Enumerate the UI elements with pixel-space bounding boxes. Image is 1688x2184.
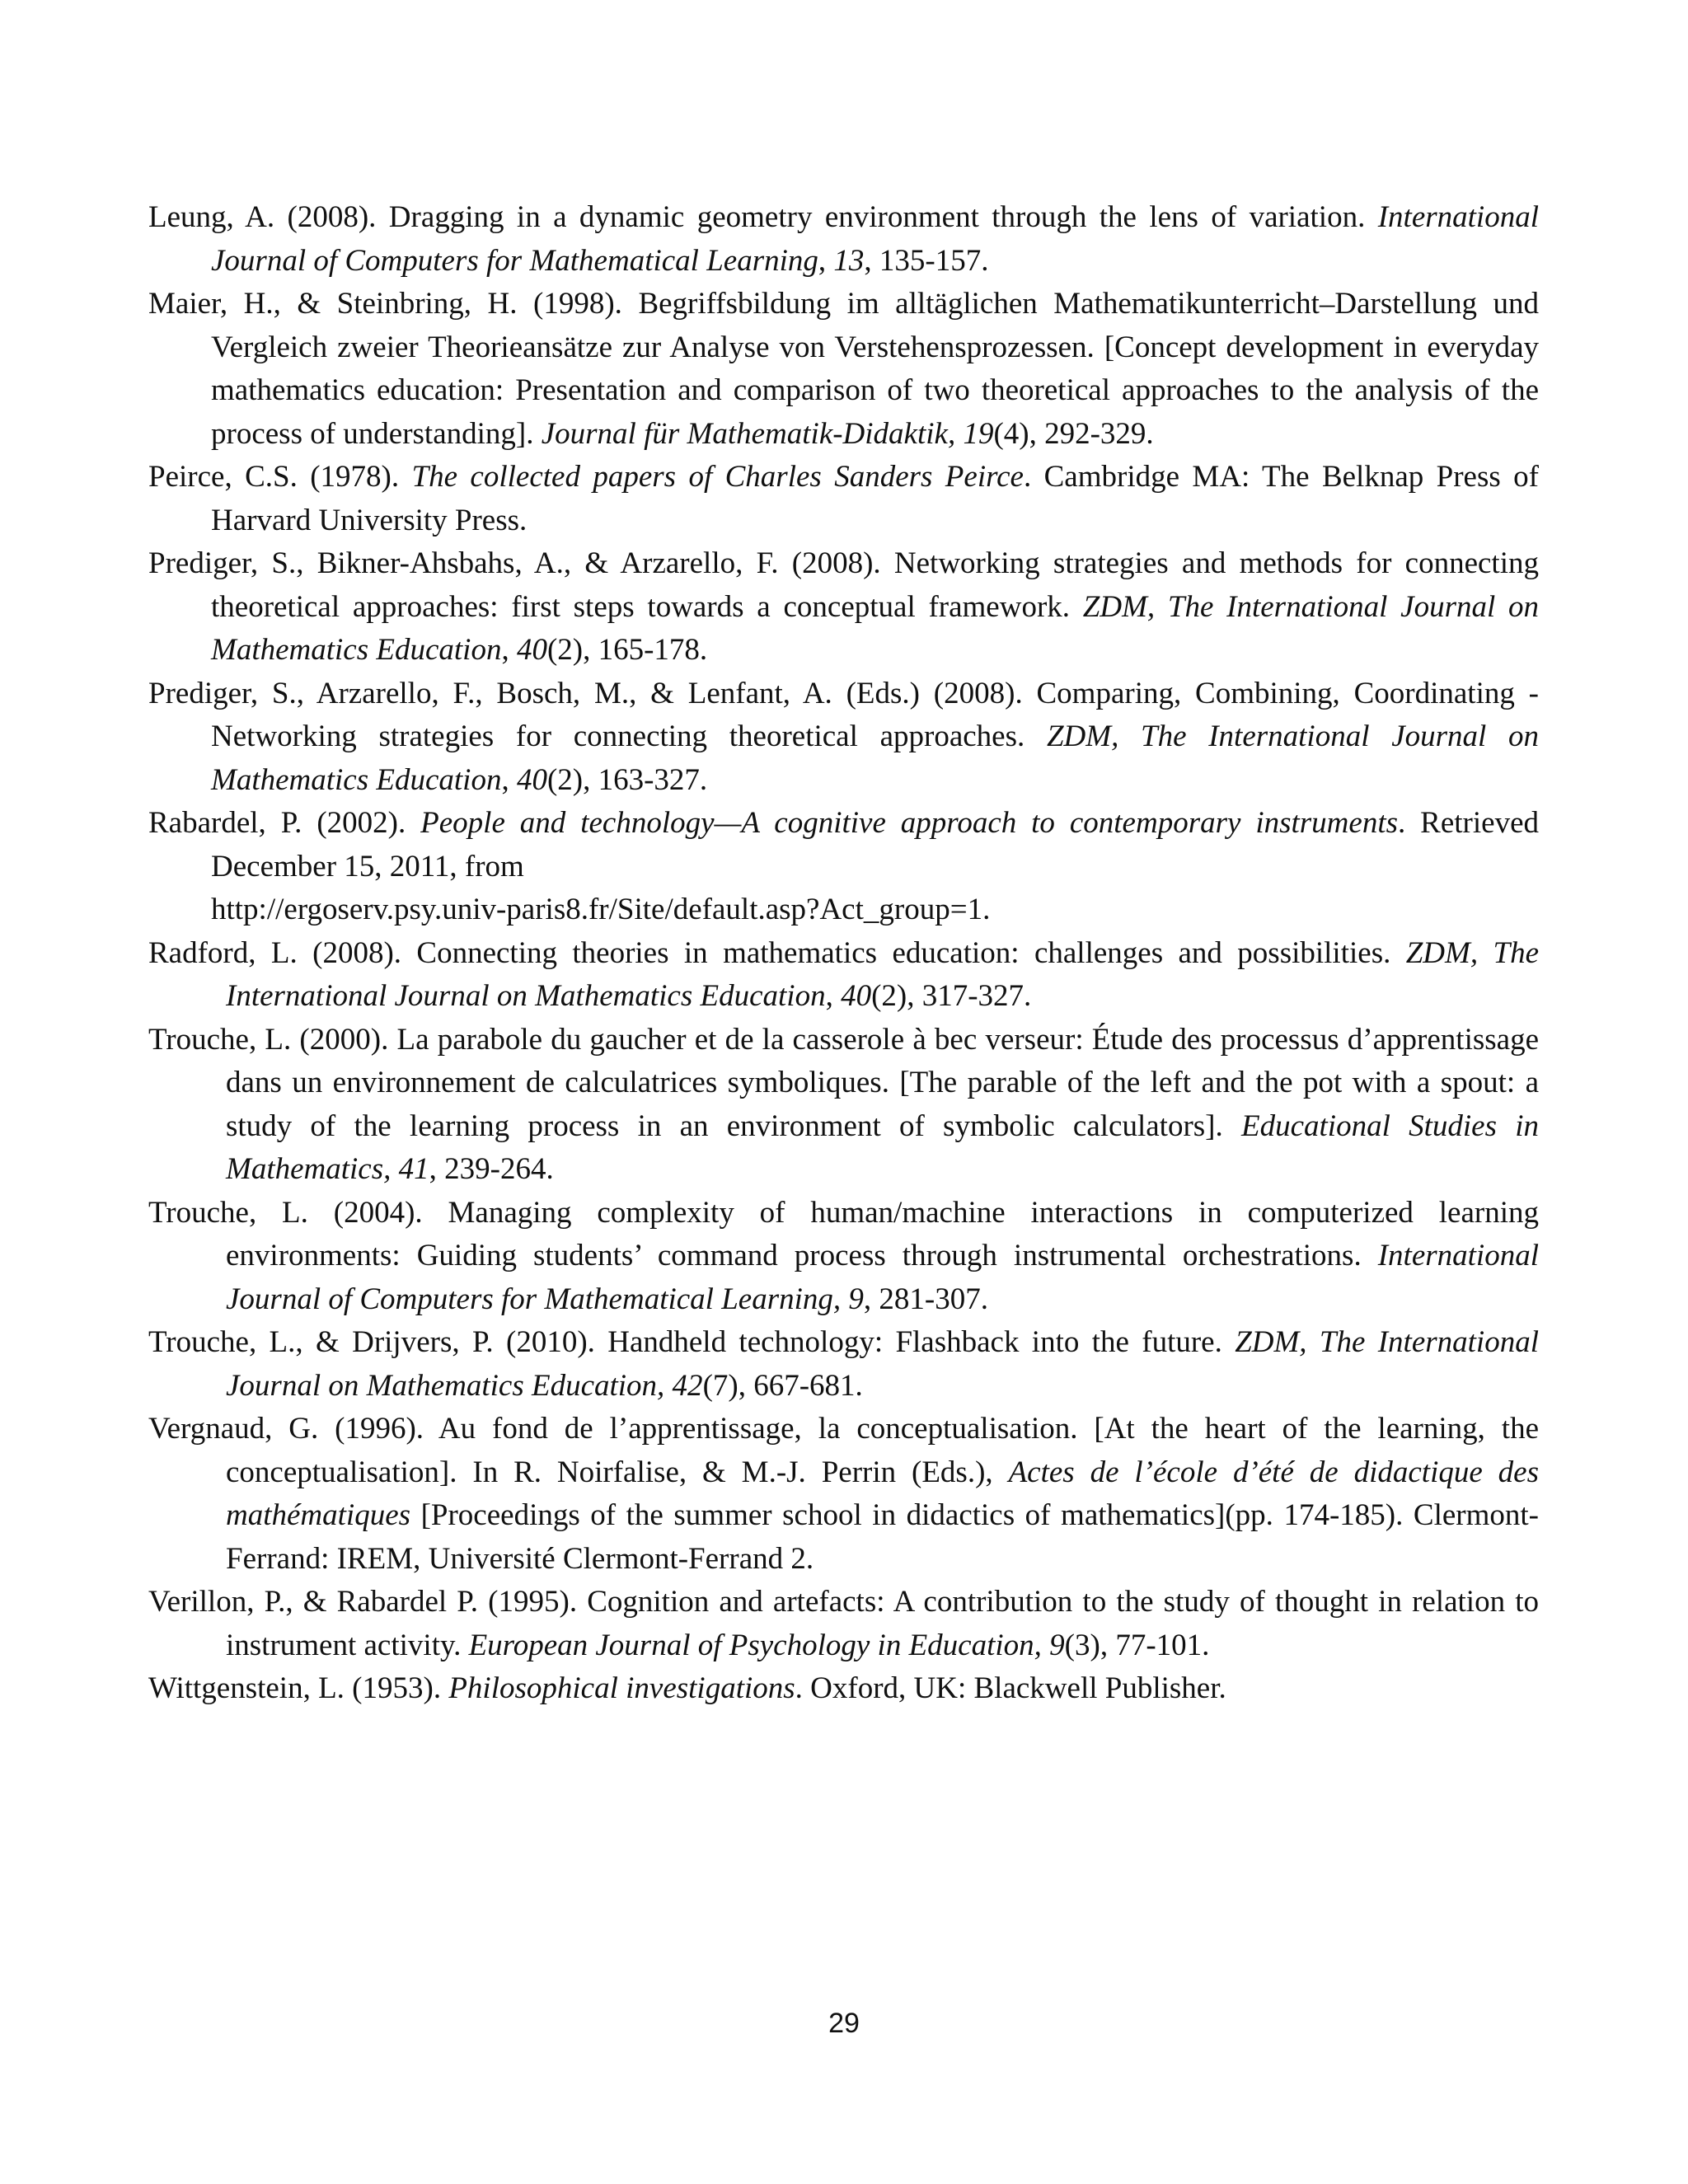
reference-italic-text: International Journal of Computers for Mathematical Learning [211,200,1539,278]
reference-text: [Proceedings of the summer school in didactics of mathematics](pp. 174-185). Clermont-Ferrand: IREM, Université Clermont-Ferrand 2. [226,1498,1539,1576]
reference-text: (7), 667-681. [702,1368,863,1403]
reference-entry-radford-2008 [148,932,1539,1019]
reference-text: (4), 292-329. [993,416,1154,451]
reference-text: , 239-264. [429,1152,554,1186]
reference-italic-text: ZDM, The International Journal on Mathematics Education, 42 [226,1325,1539,1403]
reference-text: , [501,633,517,667]
reference-italic-text: ZDM, The International Journal on Mathematics Education [226,935,1539,1013]
reference-italic-text: Actes de l’école d’été de didactique des mathématiques [226,1455,1540,1532]
reference-text: (3), 77-101. [1064,1628,1210,1662]
reference-entry-prediger-bikner-arzarello-2008 [148,542,1539,673]
reference-entry-trouche-drijvers-2010 [148,1321,1539,1408]
reference-italic-text: 40 [516,633,547,667]
reference-text: , 135-157. [864,243,989,278]
reference-text: Wittgenstein, L. (1953). [148,1671,449,1705]
reference-text: Prediger, S., Arzarello, F., Bosch, M., & Lenfant, A. (Eds.) (2008). Comparing, Combining, Coordinating - Networking strategies for connecting theoretical approaches. [148,676,1539,753]
reference-italic-text: 40 [516,762,547,797]
reference-text: . Cambridge MA: The Belknap Press of Harvard University Press. [211,460,1539,537]
reference-text: Maier, H., & Steinbring, H. (1998). Begriffsbildung im alltäglichen Mathematikunterricht–Darstellung und Vergleich zweier Theorieansätze zur Analyse von Verstehensprozessen. [Concept development in everyday mathematics education: Presentation and comparison of two theoretical approaches to the analysis of the process of understanding]. [148,287,1539,451]
reference-text: Trouche, L., & Drijvers, P. (2010). Handheld technology: Flashback into the future. [148,1325,1236,1359]
reference-italic-text: ZDM, The International Journal on Mathematics Education [211,719,1539,797]
reference-entry-vergnaud-1996 [148,1408,1539,1581]
reference-text: Trouche, L. (2004). Managing complexity of human/machine interactions in computerized learning environments: Guiding students’ command process through instrumental orchestrations. [148,1195,1539,1272]
reference-text: , [825,979,842,1013]
reference-italic-text: Educational Studies in Mathematics, 41 [226,1108,1539,1186]
reference-text: Peirce, C.S. (1978). [148,460,412,494]
reference-text: . Oxford, UK: Blackwell Publisher. [795,1671,1226,1705]
page-number: 29 [828,2008,860,2039]
reference-entry-trouche-2000 [148,1019,1539,1192]
reference-text: Rabardel, P. (2002). [148,806,421,840]
reference-italic-text: Journal für Mathematik-Didaktik, 19 [541,416,994,451]
reference-italic-text: European Journal of Psychology in Education, 9 [468,1628,1065,1662]
reference-italic-text: The collected papers of Charles Sanders Peirce [411,460,1024,494]
reference-text: Vergnaud, G. (1996). Au fond de l’apprentissage, la conceptualisation. [At the heart of the learning, the conceptualisation]. In R. Noirfalise, & M.-J. Perrin (Eds.), [148,1412,1539,1489]
reference-italic-text: Philosophical investigations [448,1671,795,1705]
reference-text: Verillon, P., & Rabardel P. (1995). Cognition and artefacts: A contribution to the study of thought in relation to instrument activity. [148,1585,1539,1662]
reference-italic-text: People and technology—A cognitive approach to contemporary instruments [420,806,1399,840]
reference-entry-maier-steinbring-1998 [148,283,1539,456]
reference-italic-text: 40 [841,979,872,1013]
reference-entry-prediger-eds-2008 [148,673,1539,803]
reference-text: , [818,243,834,278]
reference-italic-text: 13 [833,243,865,278]
reference-url[interactable]: http://ergoserv.psy.univ-paris8.fr/Site/default.asp?Act_group=1. [211,893,991,926]
reference-entry-verillon-rabardel-1995 [148,1581,1539,1667]
reference-entry-trouche-2004 [148,1192,1539,1322]
reference-text: , 281-307. [863,1282,988,1316]
reference-text: Radford, L. (2008). Connecting theories in mathematics education: challenges and possibilities. [148,935,1406,970]
reference-entry-peirce-1978 [148,456,1539,542]
reference-text: (2), 317-327. [871,979,1032,1013]
reference-list [148,196,1539,1711]
reference-text: (2), 163-327. [546,762,708,797]
reference-text: (2), 165-178. [546,633,708,667]
reference-entry-rabardel-2002 [148,802,1539,932]
reference-text: , [501,762,517,797]
reference-text: Leung, A. (2008). Dragging in a dynamic geometry environment through the lens of variation. [148,200,1378,234]
reference-text: Trouche, L. (2000). La parabole du gaucher et de la casserole à bec verseur: Étude des processus d’apprentissage dans un environnement de calculatrices symboliques. [The parable of the left and the pot with a spout: a study of the learning process in an environment of symbolic calculators]. [148,1022,1539,1143]
reference-entry-leung-2008 [148,196,1539,283]
reference-entry-wittgenstein-1953 [148,1667,1539,1711]
reference-text: . Retrieved December 15, 2011, from [211,806,1540,883]
reference-italic-text: International Journal of Computers for Mathematical Learning, 9 [226,1239,1539,1316]
reference-italic-text: ZDM, The International Journal on Mathematics Education [211,589,1540,667]
reference-text: Prediger, S., Bikner-Ahsbahs, A., & Arzarello, F. (2008). Networking strategies and methods for connecting theoretical approaches: first steps towards a conceptual framework. [148,546,1539,624]
